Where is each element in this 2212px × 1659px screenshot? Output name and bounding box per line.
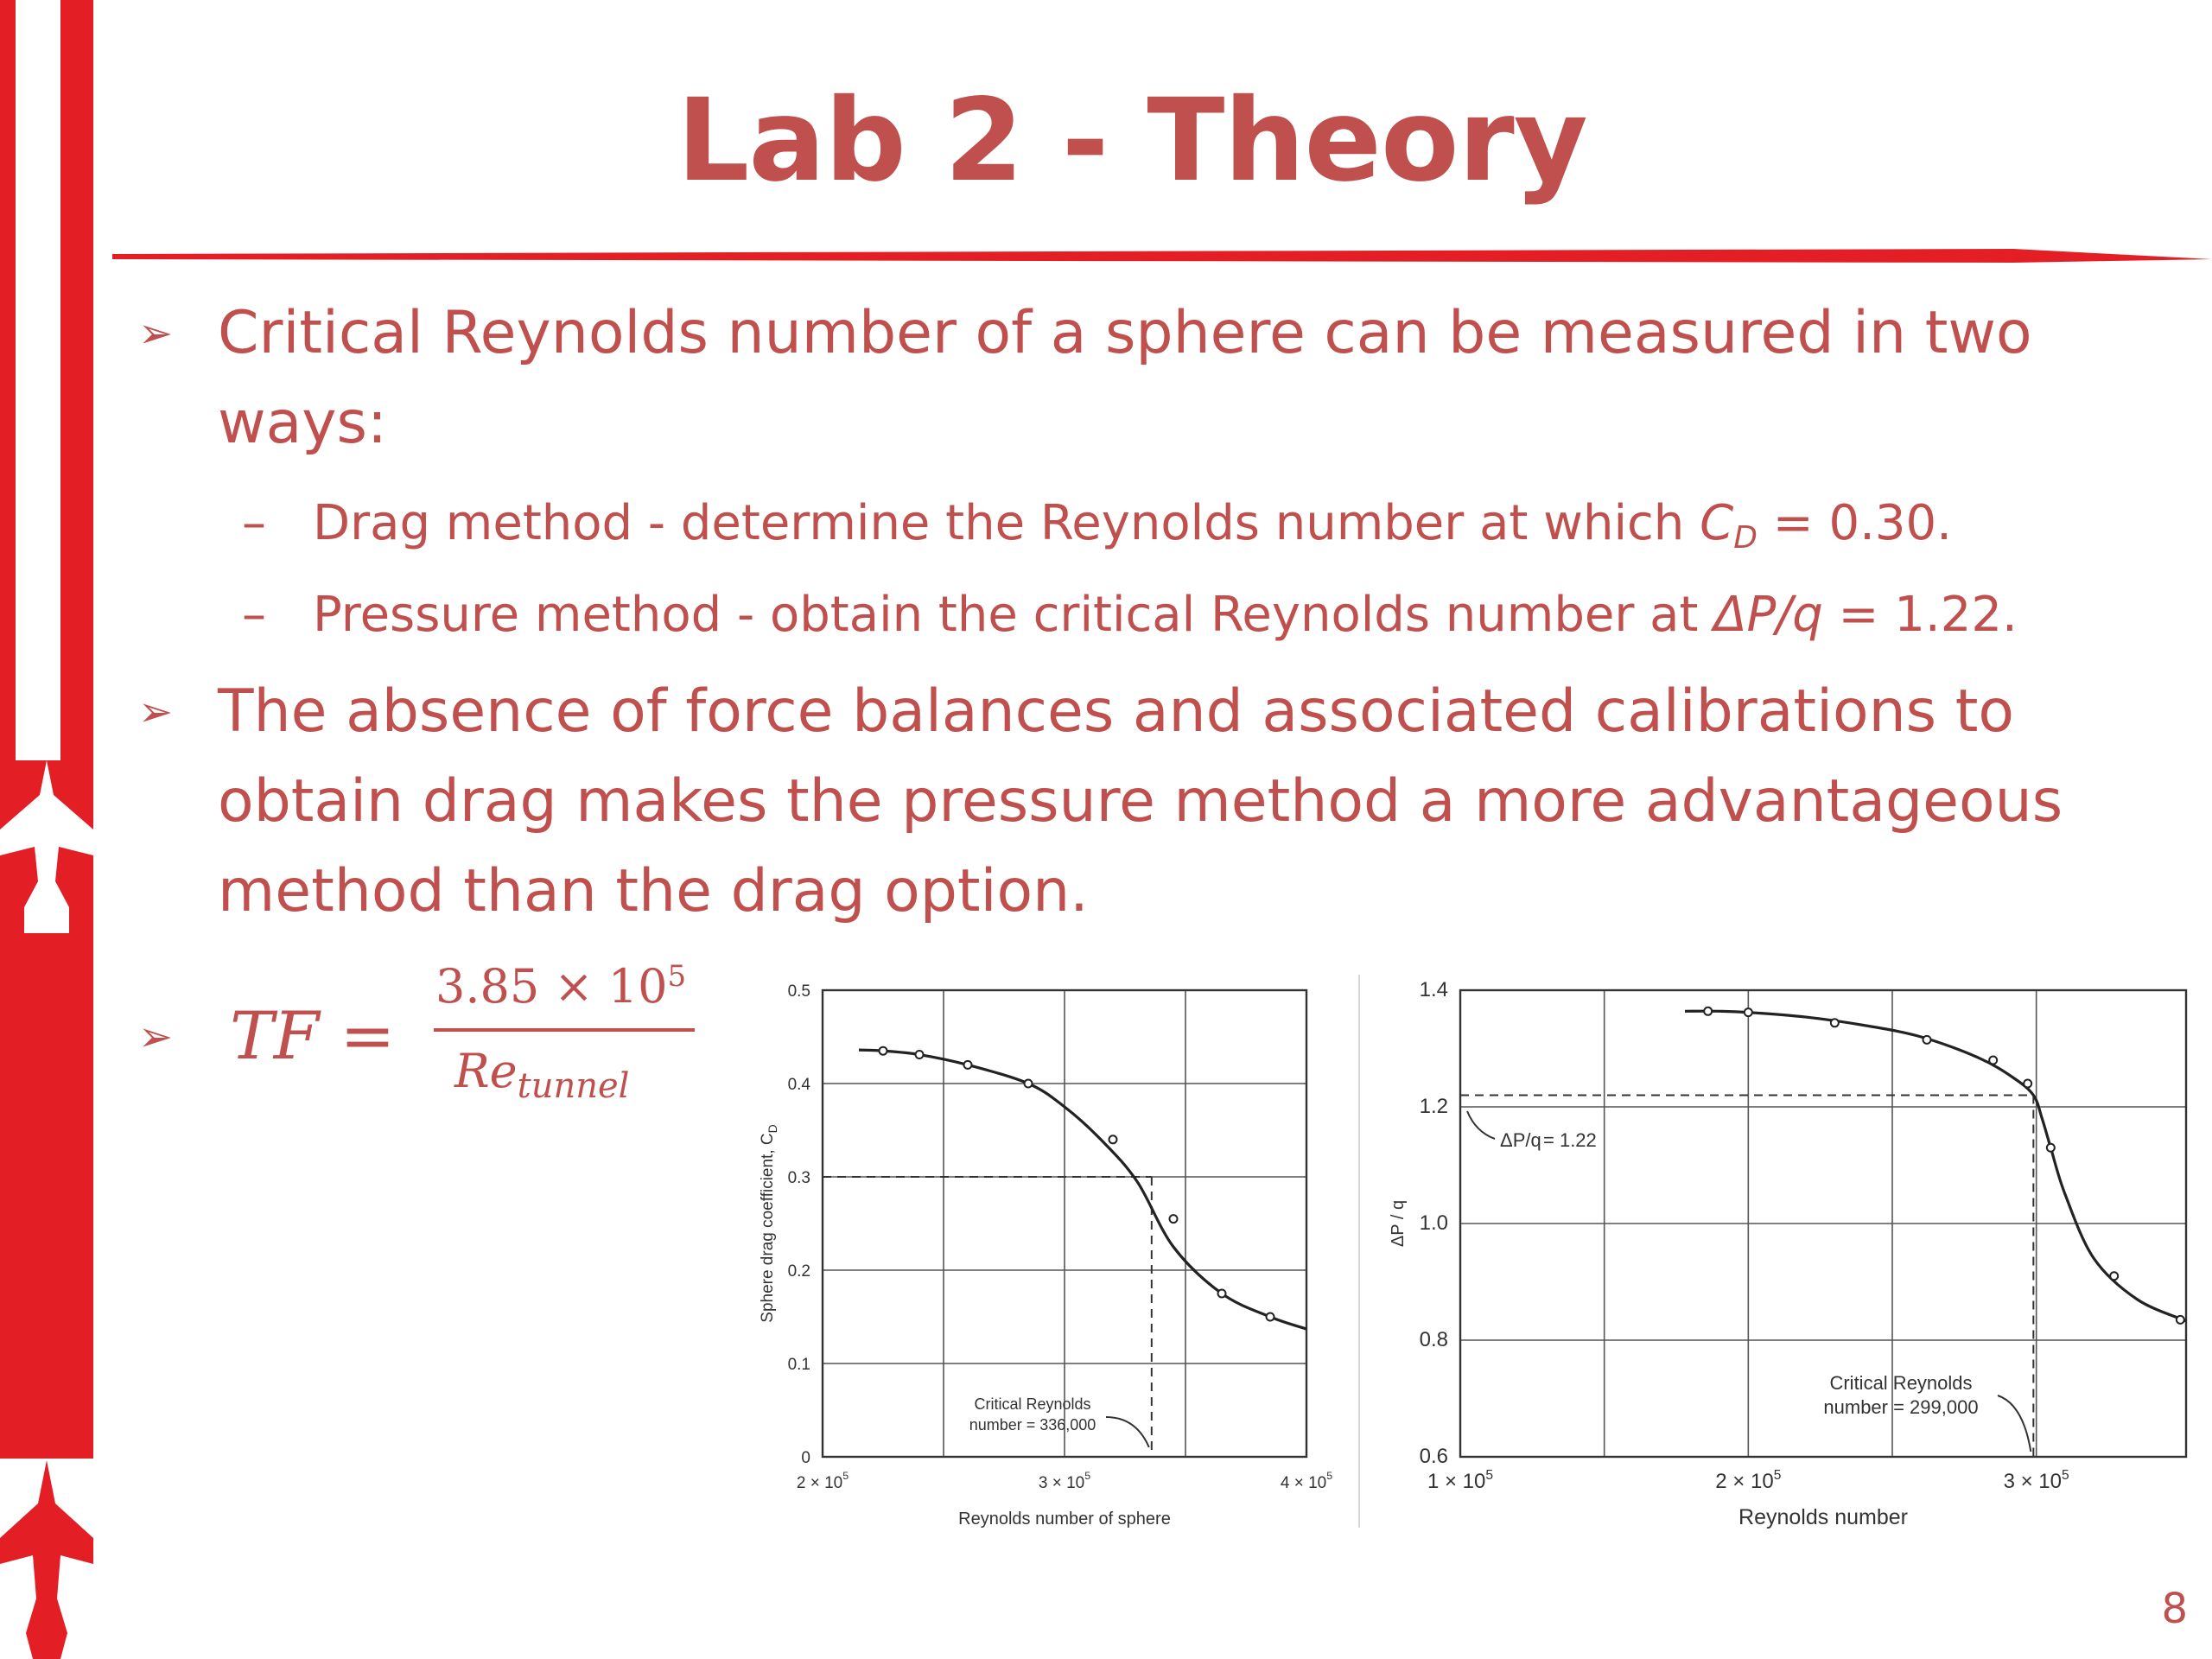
y-tick-label: 0.5 bbox=[787, 982, 810, 1001]
data-point bbox=[2177, 1316, 2184, 1324]
data-point bbox=[1267, 1313, 1274, 1321]
drag-coefficient-chart bbox=[743, 968, 1339, 1538]
page-title: Lab 2 - Theory bbox=[677, 74, 1587, 207]
sub-bullet-text-a: Pressure method - obtain the critical Reynolds number at bbox=[313, 587, 1714, 643]
bullet-arrow-icon: ➢ bbox=[138, 688, 174, 736]
sub-bullet-pressure-method bbox=[242, 581, 2143, 650]
denominator-subscript: tunnel bbox=[517, 1065, 630, 1106]
data-point bbox=[2047, 1144, 2055, 1152]
annotation-arrow-2 bbox=[1998, 1395, 2031, 1452]
data-point bbox=[916, 1051, 924, 1058]
data-point bbox=[1831, 1019, 1839, 1027]
bullet-text-line: Critical Reynolds number of a sphere can be measured in two bbox=[218, 299, 2032, 367]
bullet-arrow-icon: ➢ bbox=[138, 1013, 174, 1061]
pressure-ratio-chart bbox=[1374, 968, 2203, 1538]
y-tick-label: 0.1 bbox=[787, 1356, 810, 1374]
annotation-critical-value: number = 336,000 bbox=[969, 1416, 1096, 1433]
y-tick-label: 1.2 bbox=[1419, 1095, 1448, 1118]
y-tick-label: 1.4 bbox=[1419, 978, 1448, 1001]
y-tick-label: 0.3 bbox=[787, 1169, 810, 1187]
sub-bullet-text-a: Drag method - determine the Reynolds number at which bbox=[313, 495, 1700, 551]
numerator-base: 3.85 × 10 bbox=[435, 959, 668, 1014]
y-tick-label: 0.6 bbox=[1419, 1445, 1448, 1468]
annotation-critical-value: number = 299,000 bbox=[1823, 1396, 1979, 1418]
chart-divider bbox=[1358, 975, 1360, 1528]
jet-logo-icon-bottom bbox=[0, 1460, 93, 1659]
denominator-base: Re bbox=[454, 1044, 518, 1098]
bullet-arrow-icon: ➢ bbox=[138, 309, 174, 358]
y-axis-label: Sphere drag coefficient, $C_D$ bbox=[759, 1124, 779, 1323]
y-tick-label: 0 bbox=[801, 1449, 810, 1467]
data-point bbox=[1989, 1057, 1997, 1065]
annotation-dp-q-symbol: ΔP/q bbox=[1500, 1129, 1541, 1151]
bullet-pressure-advantage bbox=[138, 667, 2126, 944]
x-axis-label: Reynolds number of sphere bbox=[958, 1510, 1171, 1529]
data-point bbox=[1704, 1007, 1712, 1015]
bullet-formula bbox=[138, 992, 225, 1078]
y-tick-label: 1.0 bbox=[1419, 1211, 1448, 1235]
dp-q-variable: ΔP/q bbox=[1713, 587, 1823, 643]
data-point bbox=[1923, 1036, 1931, 1044]
left-decorative-bar bbox=[0, 0, 93, 1459]
page-number: 8 bbox=[2161, 1585, 2188, 1633]
sub-bullet-text-b: = 1.22. bbox=[1822, 587, 2018, 643]
sub-bullet-text bbox=[313, 489, 1952, 573]
data-series-line bbox=[859, 1050, 1306, 1329]
sub-bullet-drag-method bbox=[242, 489, 2143, 558]
annotation-critical-reynolds: Critical Reynolds bbox=[1829, 1372, 1973, 1394]
y-tick-label: 0.8 bbox=[1419, 1328, 1448, 1351]
x-tick-label: $4 \times 10^5$ bbox=[1280, 1470, 1333, 1492]
annotation-critical-reynolds: Critical Reynolds bbox=[974, 1395, 1091, 1413]
data-point bbox=[1218, 1290, 1226, 1298]
fraction-bar bbox=[434, 1028, 695, 1032]
data-point bbox=[1025, 1080, 1033, 1088]
title-underline bbox=[112, 247, 2212, 273]
bullet-critical-reynolds bbox=[138, 289, 2126, 470]
x-axis-label: Reynolds number bbox=[1738, 1505, 1908, 1529]
annotation-arrow-1 bbox=[1467, 1111, 1495, 1139]
formula-numerator bbox=[435, 959, 686, 1014]
jet-logo-icon bbox=[0, 760, 93, 933]
x-tick-label: $2 \times 10^5$ bbox=[796, 1470, 849, 1492]
y-axis-label: ΔP / q bbox=[1389, 1199, 1408, 1248]
data-point bbox=[880, 1047, 887, 1055]
x-tick-label: $3 \times 10^5$ bbox=[2003, 1468, 2069, 1493]
sub-bullet-text-b: = 0.30. bbox=[1757, 495, 1952, 551]
data-point bbox=[964, 1061, 972, 1069]
dash-marker: – bbox=[242, 495, 266, 551]
data-point bbox=[1109, 1135, 1117, 1143]
bullet-text-line: method than the drag option. bbox=[218, 857, 1089, 925]
annotation-arrow bbox=[1106, 1417, 1149, 1447]
dash-marker: – bbox=[242, 587, 266, 643]
sub-bullet-text bbox=[313, 581, 2018, 650]
annotation-dp-q-value: = 1.22 bbox=[1543, 1129, 1597, 1151]
x-tick-label: $2 \times 10^5$ bbox=[1715, 1468, 1782, 1493]
bullet-text-line: ways: bbox=[218, 389, 387, 457]
x-tick-label: $3 \times 10^5$ bbox=[1038, 1470, 1091, 1492]
data-point bbox=[1745, 1008, 1752, 1016]
chart-drag-svg bbox=[743, 968, 1339, 1538]
data-point bbox=[1170, 1215, 1178, 1223]
y-tick-label: 0.4 bbox=[787, 1076, 810, 1094]
data-point bbox=[2024, 1080, 2031, 1088]
formula-denominator bbox=[454, 1044, 629, 1106]
cd-variable: C bbox=[1700, 495, 1734, 551]
bullet-text-line: obtain drag makes the pressure method a more advantageous bbox=[218, 767, 2063, 836]
x-tick-label: $1 \times 10^5$ bbox=[1427, 1468, 1494, 1493]
numerator-exponent: 5 bbox=[667, 959, 687, 994]
cd-subscript: D bbox=[1733, 520, 1758, 556]
data-point bbox=[2110, 1272, 2118, 1280]
formula-lhs: TF = bbox=[230, 997, 396, 1074]
chart-pressure-svg bbox=[1374, 968, 2203, 1538]
bullet-text-line: The absence of force balances and associated calibrations to bbox=[218, 677, 2014, 746]
y-tick-label: 0.2 bbox=[787, 1262, 810, 1281]
